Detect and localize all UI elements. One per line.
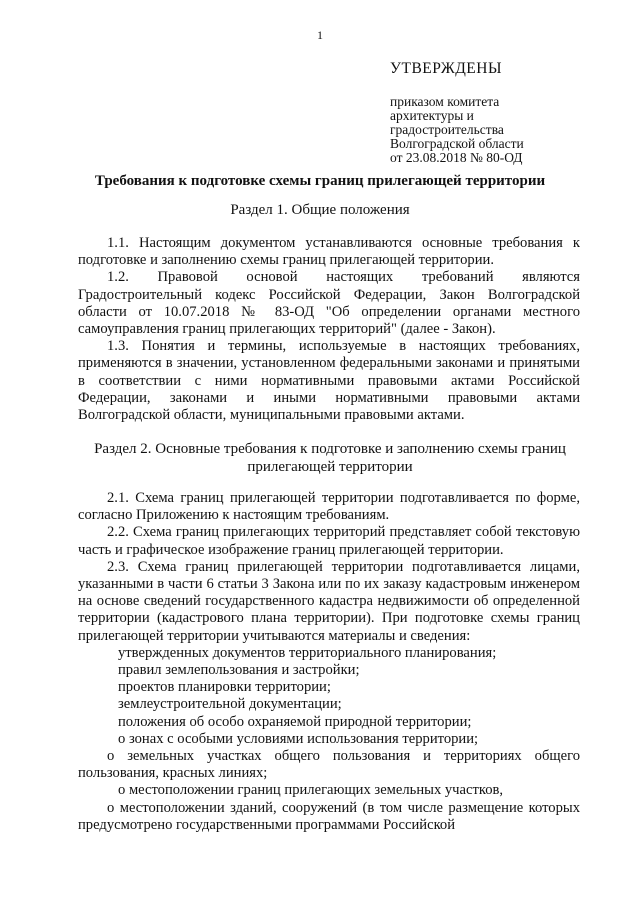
section2-body bbox=[78, 490, 580, 834]
paragraph-2-3: 2.3. Схема границ прилегающей территории подготавливается лицами, указанными в части 6 статьи 3 Закона или по их заказу кадастровым инженером на основе сведений государственного кадастра недвижимости об определенной территории (кадастрового плана территории). При подготовке схемы границ прилегающей территории учитываются материалы и сведения: bbox=[78, 558, 580, 644]
section2-heading: Раздел 2. Основные требования к подготовке и заполнению схемы границ прилегающей территории bbox=[94, 441, 566, 475]
approval-title: УТВЕРЖДЕНЫ bbox=[390, 60, 502, 77]
list-item: проектов планировки территории; bbox=[118, 679, 331, 696]
list-item: о земельных участках общего пользования и территориях общего пользования, красных линиях; bbox=[78, 748, 580, 782]
approval-line: приказом комитета bbox=[390, 94, 500, 109]
list-item: землеустроительной документации; bbox=[118, 696, 342, 713]
list-item: положения об особо охраняемой природной территории; bbox=[118, 713, 472, 730]
page-number: 1 bbox=[317, 28, 323, 42]
section1-heading: Раздел 1. Общие положения bbox=[230, 202, 410, 218]
paragraph-2-1: 2.1. Схема границ прилегающей территории подготавливается по форме, согласно Приложению к настоящим требованиям. bbox=[78, 490, 580, 524]
list-item: правил землепользования и застройки; bbox=[118, 662, 360, 679]
paragraph-1-2: 1.2. Правовой основой настоящих требований являются Градостроительный кодекс Российской Федерации, Закон Волгоградской области от 10.07.2018 № 83-ОД "Об определении органами местного самоуправления границ прилегающих территорий" (далее - Закон). bbox=[78, 269, 580, 338]
approval-line: Волгоградской области bbox=[390, 136, 524, 151]
approval-date-number: от 23.08.2018 № 80-ОД bbox=[390, 150, 523, 165]
paragraph-1-1: 1.1. Настоящим документом устанавливаются основные требования к подготовке и заполнению схемы границ прилегающей территории. bbox=[78, 235, 580, 269]
approval-block bbox=[390, 60, 620, 165]
paragraph-1-3: 1.3. Понятия и термины, используемые в настоящих требованиях, применяются в значении, установленном федеральными законами и принятыми в соответствии с ними нормативными правовыми актами Российской Федерации, законами и иными нормативными правовыми актами Волгоградской области, муниципальными правовыми актами. bbox=[78, 338, 580, 424]
approval-line: архитектуры и bbox=[390, 108, 474, 123]
paragraph-2-2: 2.2. Схема границ прилегающих территорий представляет собой текстовую часть и графическое изображение границ прилегающей территории. bbox=[78, 524, 580, 558]
section1-body bbox=[78, 235, 580, 424]
list-item: о местоположении зданий, сооружений (в том числе размещение которых предусмотрено государственными программами Российской bbox=[78, 799, 580, 833]
list-item: утвержденных документов территориального планирования; bbox=[118, 644, 497, 661]
document-title: Требования к подготовке схемы границ прилегающей территории bbox=[94, 173, 546, 189]
list-item: о зонах с особыми условиями использования территории; bbox=[118, 730, 479, 747]
approval-line: градостроительства bbox=[390, 122, 504, 137]
list-item: о местоположении границ прилегающих земельных участков, bbox=[118, 782, 504, 799]
